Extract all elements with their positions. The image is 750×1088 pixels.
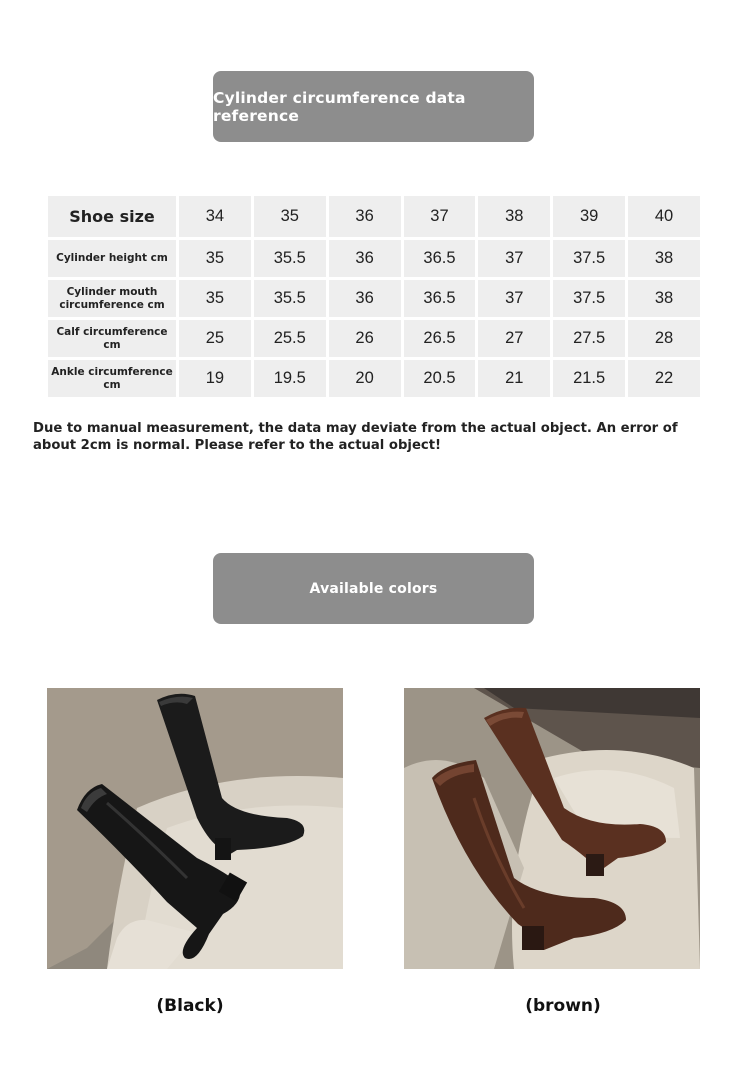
table-cell: 37.5	[553, 240, 625, 277]
table-cell: 37	[478, 280, 550, 317]
table-cell: 36	[329, 196, 401, 237]
table-cell: 26.5	[404, 320, 476, 357]
section-title: Cylinder circumference data reference	[213, 88, 466, 125]
table-cell: 27	[478, 320, 550, 357]
row-label: Cylinder height cm	[48, 240, 176, 277]
table-cell: 37	[478, 240, 550, 277]
table-cell: 36.5	[404, 280, 476, 317]
table-row	[48, 360, 700, 397]
row-label: Ankle circumference cm	[48, 360, 176, 397]
caption-black: (Black)	[156, 996, 224, 1016]
table-cell: 38	[628, 280, 700, 317]
table-row	[48, 240, 700, 277]
table-cell: 36	[329, 240, 401, 277]
table-cell: 26	[329, 320, 401, 357]
table-cell: 19.5	[254, 360, 326, 397]
table-cell: 28	[628, 320, 700, 357]
row-label: Cylinder mouth circumference cm	[48, 280, 176, 317]
colors-title: Available colors	[309, 580, 438, 597]
table-cell: 35	[179, 280, 251, 317]
table-cell: 35.5	[254, 240, 326, 277]
table-cell: 25.5	[254, 320, 326, 357]
table-cell: 35.5	[254, 280, 326, 317]
table-cell: 36	[329, 280, 401, 317]
table-cell: 39	[553, 196, 625, 237]
table-cell: 25	[179, 320, 251, 357]
table-cell: 19	[179, 360, 251, 397]
black-boots-photo[interactable]	[47, 688, 343, 969]
table-cell: 20.5	[404, 360, 476, 397]
table-cell: 21	[478, 360, 550, 397]
table-cell: 35	[179, 240, 251, 277]
black-boots-illustration	[47, 688, 343, 969]
table-cell: 40	[628, 196, 700, 237]
colors-title-banner	[213, 553, 534, 624]
row-label: Shoe size	[48, 196, 176, 237]
table-row	[48, 320, 700, 357]
section-title-banner	[213, 71, 534, 142]
table-cell: 20	[329, 360, 401, 397]
table-cell: 36.5	[404, 240, 476, 277]
table-cell: 35	[254, 196, 326, 237]
row-label: Calf circumference cm	[48, 320, 176, 357]
brown-boots-photo[interactable]	[404, 688, 700, 969]
table-cell: 27.5	[553, 320, 625, 357]
table-cell: 37.5	[553, 280, 625, 317]
table-row	[48, 280, 700, 317]
caption-brown: (brown)	[525, 996, 601, 1016]
table-cell: 22	[628, 360, 700, 397]
table-cell: 21.5	[553, 360, 625, 397]
size-chart-table	[45, 193, 703, 400]
table-cell: 38	[628, 240, 700, 277]
table-cell: 34	[179, 196, 251, 237]
table-row	[48, 196, 700, 237]
table-cell: 38	[478, 196, 550, 237]
brown-boots-illustration	[404, 688, 700, 969]
measurement-note: Due to manual measurement, the data may deviate from the actual object. An error of about 2cm is normal. Please refer to the actual object!	[33, 421, 678, 453]
table-cell: 37	[404, 196, 476, 237]
